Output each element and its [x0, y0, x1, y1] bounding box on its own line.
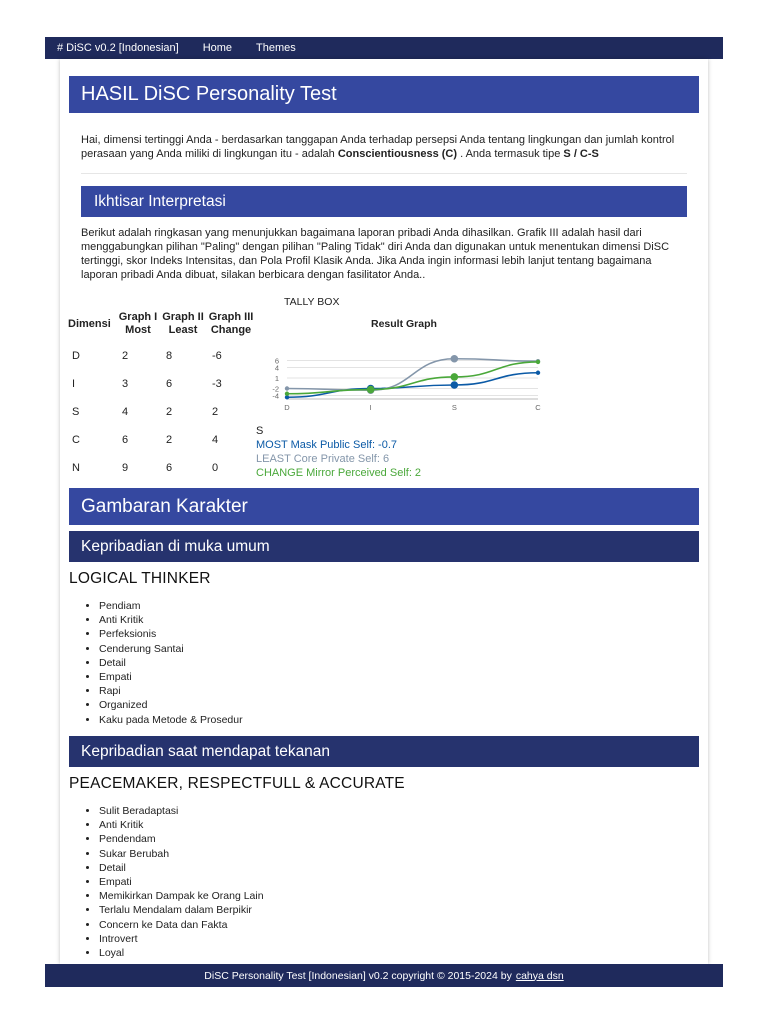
list-item: • Perfeksionis: [99, 627, 243, 641]
top-dimension: Conscientiousness (C): [337, 148, 458, 160]
list-item: • Pendiam: [99, 599, 243, 613]
list-item: • Pendendam: [99, 832, 264, 846]
tally-header: Graph III Change: [208, 311, 254, 336]
x-tick-label: C: [535, 403, 541, 412]
table-row: C 6 2 4: [72, 434, 219, 446]
list-item: • Empati: [99, 875, 264, 889]
personality-type: S / C-S: [563, 148, 599, 160]
character-heading: Gambaran Karakter: [81, 495, 248, 517]
intro-text: Hai, dimensi tertinggi Anda - berdasarkan tanggapan Anda terhadap persepsi Anda tentang lingkungan dan jumlah kontrol perasaan yang Anda miliki di lingkungan itu - adalah Conscientiousness (C) . Anda termasuk tipe S / C-S: [81, 134, 675, 160]
character-heading-banner: [69, 488, 699, 525]
list-item: • Rapi: [99, 684, 243, 698]
data-point: [451, 381, 459, 389]
y-tick-label: -4: [272, 391, 279, 401]
list-item: • Detail: [99, 861, 264, 875]
y-tick-label: 4: [274, 363, 279, 373]
list-item: • Terlalu Mendalam dalam Berpikir: [99, 903, 264, 917]
x-tick-label: D: [284, 403, 290, 412]
public-heading: Kepribadian di muka umum: [81, 537, 270, 555]
list-item: • Empati: [99, 670, 243, 684]
table-row: D 2 8 -6: [72, 350, 222, 362]
data-point: [451, 355, 459, 363]
list-item: • Kaku pada Metode & Prosedur: [99, 713, 243, 727]
legend-most: MOST Mask Public Self: -0.7: [256, 439, 398, 451]
nav-home-link[interactable]: Home: [202, 42, 233, 54]
series-line: [287, 359, 538, 391]
table-row: N 9 6 0: [72, 462, 219, 474]
list-item: • Organized: [99, 698, 243, 712]
pressure-traits-list: [85, 804, 264, 960]
list-item: • Anti Kritik: [99, 818, 264, 832]
summary-heading-banner: [81, 186, 687, 217]
nav-themes-link[interactable]: Themes: [256, 42, 296, 54]
list-item: • Detail: [99, 656, 243, 670]
pressure-heading: Kepribadian saat mendapat tekanan: [81, 742, 331, 760]
legend-label: S: [256, 425, 264, 437]
y-tick-label: -2: [272, 384, 279, 394]
data-point: [536, 360, 540, 364]
summary-text: Berikut adalah ringkasan yang menunjukkan bagaimana laporan pribadi Anda dihasilkan. Grafik III adalah hasil dari menggabungkan pilihan "Paling" dengan pilihan "Paling Tidak" diri Anda dan digunakan untuk menentukan dimensi DiSC tertinggi, skor Indeks Intensitas, dan Pola Profil Klasik Anda. Jika Anda ingin informasi lebih lanjut tentang bagaimana laporan pribadi Anda dibuat, silakan berbicara dengan fasilitator Anda..: [81, 227, 670, 281]
nav-brand[interactable]: # DiSC v0.2 [Indonesian]: [57, 42, 179, 54]
x-tick-label: I: [369, 403, 372, 412]
public-heading-banner: [69, 531, 699, 562]
public-traits-list: [85, 599, 243, 727]
data-point: [451, 373, 459, 381]
data-point: [285, 392, 289, 396]
x-tick-label: S: [451, 403, 457, 412]
page-title: HASIL DiSC Personality Test: [81, 83, 337, 105]
result-graph: [262, 346, 548, 416]
list-item: • Sukar Berubah: [99, 847, 264, 861]
list-item: • Sulit Beradaptasi: [99, 804, 264, 818]
tally-caption: TALLY BOX: [284, 296, 340, 308]
legend-least: LEAST Core Private Self: 6: [256, 453, 390, 465]
footer-author-link[interactable]: cahya dsn: [515, 969, 564, 982]
data-point: [536, 371, 540, 375]
chart-title: Result Graph: [371, 318, 437, 330]
summary-heading: Ikhtisar Interpretasi: [94, 192, 226, 210]
tally-header: Graph II Least: [162, 311, 204, 336]
series-line: [287, 373, 538, 398]
list-item: • Introvert: [99, 932, 264, 946]
y-tick-label: 1: [274, 374, 279, 383]
list-item: • Loyal: [99, 946, 264, 960]
pressure-type: PEACEMAKER, RESPECTFULL & ACCURATE: [69, 775, 405, 792]
chart-legend: [256, 424, 421, 480]
list-item: • Anti Kritik: [99, 613, 243, 627]
list-item: • Cenderung Santai: [99, 642, 243, 656]
table-row: S 4 2 2: [72, 406, 219, 418]
public-type: LOGICAL THINKER: [69, 570, 211, 587]
footer: [45, 964, 723, 987]
tally-table: [66, 306, 256, 482]
legend-change: CHANGE Mirror Perceived Self: 2: [256, 467, 422, 479]
tally-header: Dimensi: [68, 317, 111, 330]
data-point: [285, 386, 289, 390]
pressure-heading-banner: [69, 736, 699, 767]
list-item: • Memikirkan Dampak ke Orang Lain: [99, 889, 264, 903]
tally-header: Graph I Most: [118, 311, 158, 336]
divider: [81, 173, 687, 174]
table-row: I 3 6 -3: [72, 378, 222, 390]
page-title-banner: [69, 76, 699, 113]
list-item: • Concern ke Data dan Fakta: [99, 918, 264, 932]
y-tick-label: 6: [274, 356, 279, 366]
data-point: [367, 386, 375, 394]
footer-text: DiSC Personality Test [Indonesian] v0.2 copyright © 2015-2024 by: [204, 969, 512, 982]
top-navbar: [45, 37, 723, 59]
